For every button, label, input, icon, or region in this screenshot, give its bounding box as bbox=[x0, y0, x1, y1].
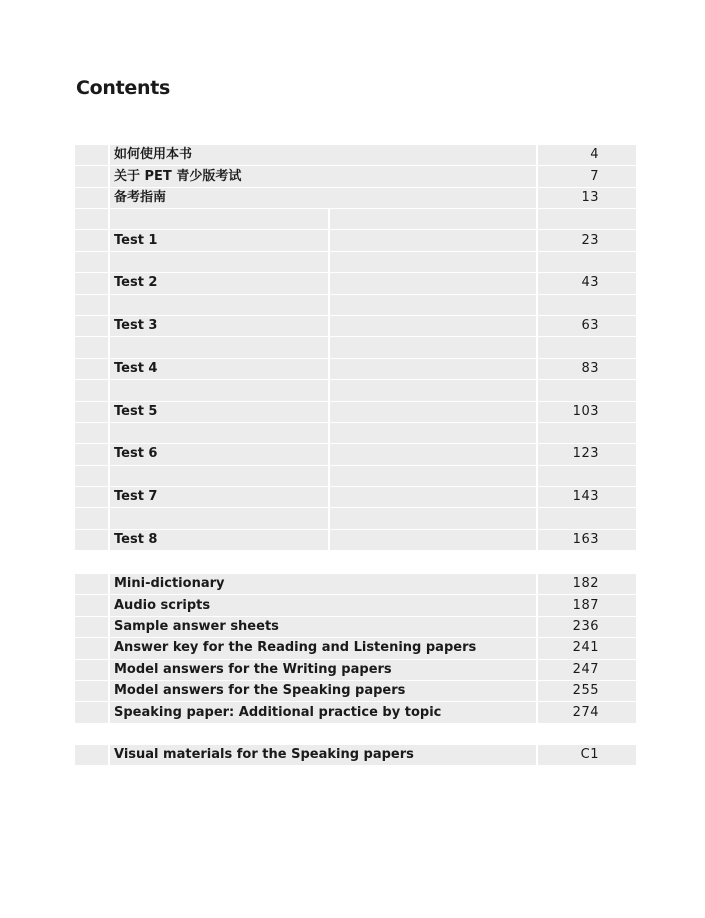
toc-blank-row bbox=[75, 295, 636, 315]
toc-page-number: 7 bbox=[538, 166, 636, 186]
toc-row[interactable] bbox=[75, 617, 636, 637]
toc-row[interactable] bbox=[75, 681, 636, 701]
toc-entry-label[interactable]: Test 8 bbox=[110, 530, 330, 550]
toc-entry-label[interactable]: 如何使用本书 bbox=[110, 145, 538, 165]
toc-row[interactable] bbox=[75, 660, 636, 680]
toc-blank-row bbox=[75, 337, 636, 357]
toc-page-number: 43 bbox=[538, 273, 636, 293]
toc-row[interactable] bbox=[75, 230, 636, 250]
toc-row[interactable] bbox=[75, 402, 636, 422]
toc-page-number: 236 bbox=[538, 617, 636, 637]
toc-page-number: 103 bbox=[538, 402, 636, 422]
toc-entry-label[interactable]: Test 5 bbox=[110, 402, 330, 422]
toc-row[interactable] bbox=[75, 188, 636, 208]
toc-row[interactable] bbox=[75, 444, 636, 464]
toc-entry-label[interactable]: Audio scripts bbox=[110, 595, 538, 615]
toc-page-number: C1 bbox=[538, 745, 636, 765]
toc-row[interactable] bbox=[75, 145, 636, 165]
toc-entry-label[interactable]: Test 6 bbox=[110, 444, 330, 464]
toc-entry-label[interactable]: Test 3 bbox=[110, 316, 330, 336]
toc-entry-label[interactable]: Model answers for the Writing papers bbox=[110, 660, 538, 680]
page-title: Contents bbox=[76, 77, 171, 99]
toc-entry-label[interactable]: 备考指南 bbox=[110, 188, 538, 208]
toc-page-number: 23 bbox=[538, 230, 636, 250]
toc-entry-label[interactable]: Test 2 bbox=[110, 273, 330, 293]
toc-entry-label[interactable]: Test 1 bbox=[110, 230, 330, 250]
toc-row[interactable] bbox=[75, 745, 636, 765]
toc-row[interactable] bbox=[75, 487, 636, 507]
toc-entry-label[interactable]: Mini-dictionary bbox=[110, 574, 538, 594]
toc-row[interactable] bbox=[75, 359, 636, 379]
toc-entry-label[interactable]: Speaking paper: Additional practice by topic bbox=[110, 702, 538, 722]
toc-intro-section bbox=[75, 144, 636, 209]
toc-row[interactable] bbox=[75, 166, 636, 186]
toc-row[interactable] bbox=[75, 595, 636, 615]
toc-entry-label[interactable]: 关于 PET 青少版考试 bbox=[110, 166, 538, 186]
toc-row[interactable] bbox=[75, 702, 636, 722]
toc-row[interactable] bbox=[75, 273, 636, 293]
toc-page-number: 4 bbox=[538, 145, 636, 165]
toc-page-number: 143 bbox=[538, 487, 636, 507]
toc-blank-row bbox=[75, 423, 636, 443]
toc-appendix-section bbox=[75, 573, 636, 724]
toc-row[interactable] bbox=[75, 638, 636, 658]
toc-tests-section bbox=[75, 208, 636, 551]
toc-blank-row bbox=[75, 508, 636, 528]
toc-row[interactable] bbox=[75, 530, 636, 550]
toc-entry-label[interactable]: Model answers for the Speaking papers bbox=[110, 681, 538, 701]
toc-page-number: 123 bbox=[538, 444, 636, 464]
toc-row[interactable] bbox=[75, 574, 636, 594]
toc-entry-label[interactable]: Answer key for the Reading and Listening papers bbox=[110, 638, 538, 658]
toc-page-number: 182 bbox=[538, 574, 636, 594]
toc-page-number: 83 bbox=[538, 359, 636, 379]
toc-entry-label[interactable]: Visual materials for the Speaking papers bbox=[110, 745, 538, 765]
toc-entry-label[interactable]: Test 7 bbox=[110, 487, 330, 507]
toc-entry-label[interactable]: Sample answer sheets bbox=[110, 617, 538, 637]
toc-page-number: 163 bbox=[538, 530, 636, 550]
toc-visual-section bbox=[75, 744, 636, 766]
toc-entry-label[interactable]: Test 4 bbox=[110, 359, 330, 379]
toc-page-number: 247 bbox=[538, 660, 636, 680]
toc-page-number: 274 bbox=[538, 702, 636, 722]
toc-page-number: 255 bbox=[538, 681, 636, 701]
toc-page-number: 63 bbox=[538, 316, 636, 336]
toc-page-number: 13 bbox=[538, 188, 636, 208]
toc-page-number: 241 bbox=[538, 638, 636, 658]
toc-blank-row bbox=[75, 209, 636, 229]
toc-blank-row bbox=[75, 252, 636, 272]
toc-row[interactable] bbox=[75, 316, 636, 336]
toc-page-number: 187 bbox=[538, 595, 636, 615]
toc-blank-row bbox=[75, 380, 636, 400]
toc-blank-row bbox=[75, 466, 636, 486]
